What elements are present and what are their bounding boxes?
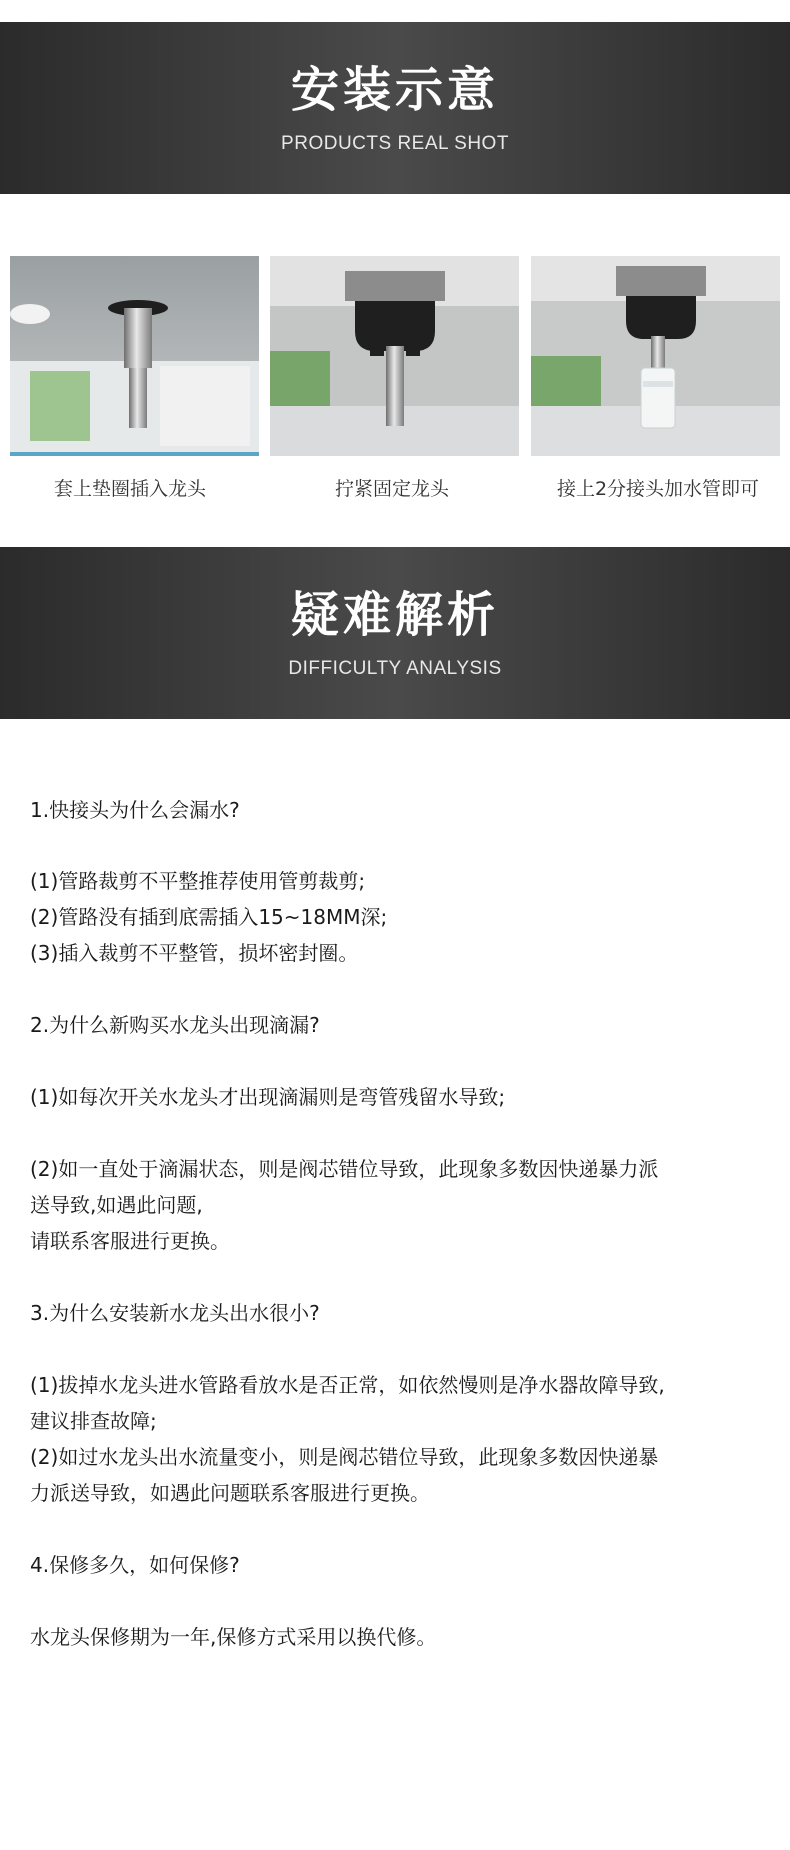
section-subtitle-faq: DIFFICULTY ANALYSIS [288, 658, 502, 679]
install-photo-gasket [10, 256, 259, 456]
install-photo-tighten [270, 256, 519, 456]
faq-answer-2-1: (1)如每次开关水龙头才出现滴漏则是弯管残留水导致; [30, 1085, 506, 1109]
faq-question-3: 3.为什么安装新水龙头出水很小? [30, 1301, 320, 1325]
section-title-faq: 疑难解析 [290, 587, 499, 643]
faq-answer-3-2-line1: (2)如过水龙头出水流量变小，则是阀芯错位导致，此现象多数因快递暴 [30, 1445, 659, 1469]
install-photo-row [0, 256, 790, 456]
faq-answer-2-2-line3: 请联系客服进行更换。 [30, 1229, 230, 1253]
faq-answer-1-1: (1)管路裁剪不平整推荐使用管剪裁剪; [30, 869, 366, 893]
faq-answer-4-1: 水龙头保修期为一年,保修方式采用以换代修。 [30, 1625, 437, 1649]
faq-answer-3-2-line2: 力派送导致，如遇此问题联系客服进行更换。 [30, 1481, 430, 1505]
install-photo-connector [531, 256, 780, 456]
install-caption-row [0, 476, 790, 506]
faq-answer-3-1-line1: (1)拔掉水龙头进水管路看放水是否正常，如依然慢则是净水器故障导致, [30, 1373, 665, 1397]
faq-answer-1-3: (3)插入裁剪不平整管，损坏密封圈。 [30, 941, 359, 965]
section-title-install: 安装示意 [290, 62, 499, 118]
section-banner-install [0, 22, 790, 194]
install-caption-gasket: 套上垫圈插入龙头 [53, 478, 206, 500]
faq-question-4: 4.保修多久，如何保修? [30, 1553, 240, 1577]
faq-answer-3-1-line2: 建议排查故障; [30, 1409, 157, 1433]
faq-answer-2-2-line1: (2)如一直处于滴漏状态，则是阀芯错位导致，此现象多数因快递暴力派 [30, 1157, 659, 1181]
faq-question-1: 1.快接头为什么会漏水? [30, 798, 240, 822]
install-caption-tighten: 拧紧固定龙头 [334, 478, 449, 500]
install-caption-connector: 接上2分接头加水管即可 [556, 478, 760, 500]
faq-answer-1-2: (2)管路没有插到底需插入15~18MM深; [30, 905, 388, 929]
section-subtitle-install: PRODUCTS REAL SHOT [281, 133, 509, 154]
faq-answer-2-2-line2: 送导致,如遇此问题, [30, 1193, 203, 1217]
faq-question-2: 2.为什么新购买水龙头出现滴漏? [30, 1013, 320, 1037]
section-banner-faq [0, 547, 790, 719]
